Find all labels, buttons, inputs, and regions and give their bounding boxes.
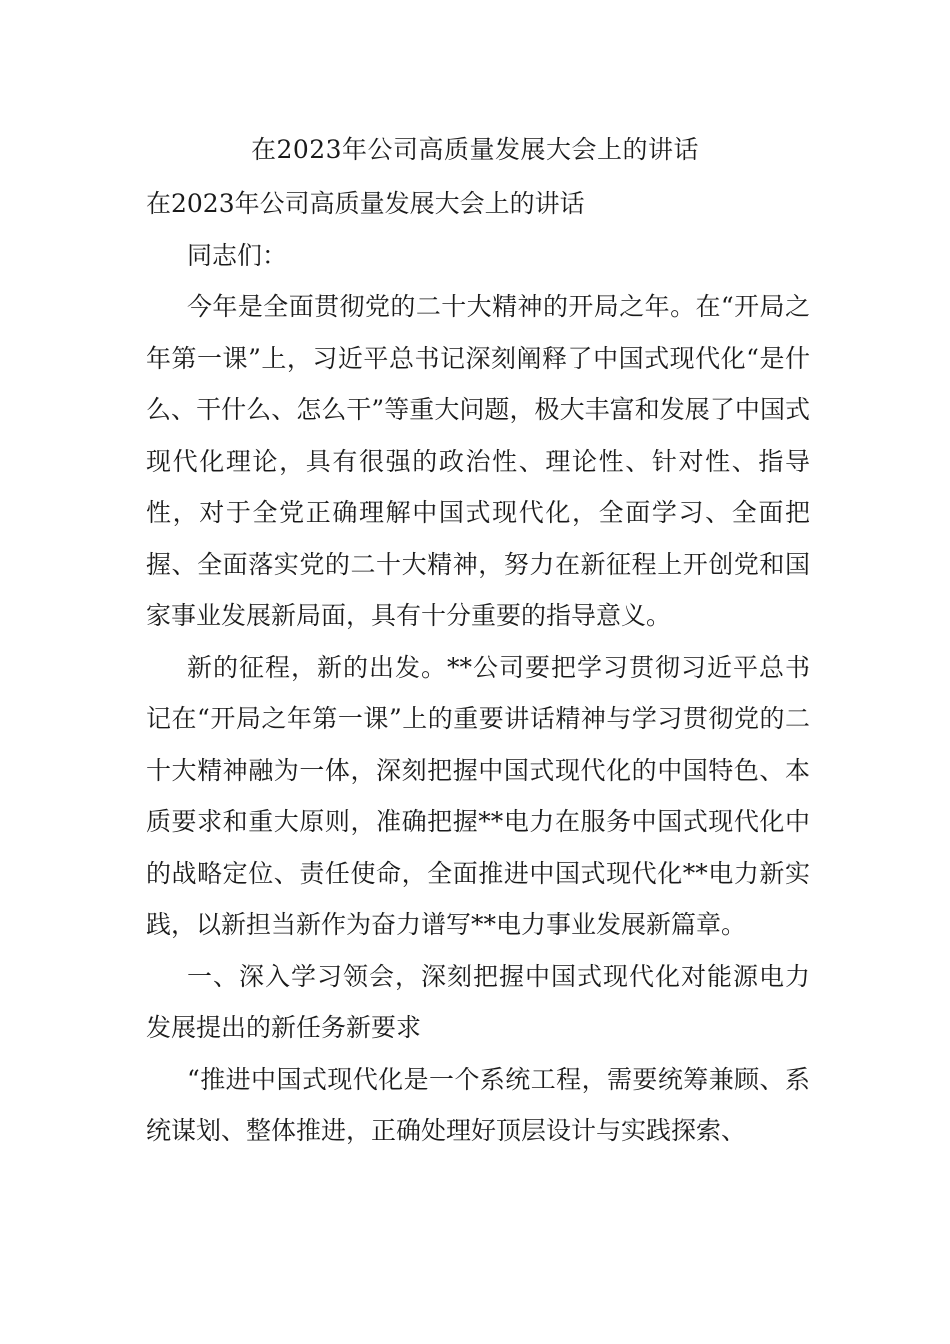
paragraph-3: “推进中国式现代化是一个系统工程，需要统筹兼顾、系统谋划、整体推进，正确处理好顶层设计与实践探索、 [146, 1064, 810, 1145]
document-body [146, 178, 810, 1157]
paragraph-2: 新的征程，新的出发。**公司要把学习贯彻习近平总书记在“开局之年第一课”上的重要讲话精神与学习贯彻党的二十大精神融为一体，深刻把握中国式现代化的中国特色、本质要求和重大原则，准确把握**电力在服务中国式现代化中的战略定位、责任使命，全面推进中国式现代化**电力新实践，以新担当新作为奋力谱写**电力事业发展新篇章。 [146, 652, 810, 939]
section-heading-1: 一、深入学习领会，深刻把握中国式现代化对能源电力发展提出的新任务新要求 [146, 961, 810, 1042]
document-subtitle: 在2023年公司高质量发展大会上的讲话 [146, 189, 585, 218]
salutation: 同志们： [187, 240, 288, 270]
document-title: 在2023年公司高质量发展大会上的讲话 [250, 135, 700, 164]
paragraph-1: 今年是全面贯彻党的二十大精神的开局之年。在“开局之年第一课”上，习近平总书记深刻阐释了中国式现代化“是什么、干什么、怎么干”等重大问题，极大丰富和发展了中国式现代化理论，具有很强的政治性、理论性、针对性、指导性，对于全党正确理解中国式现代化，全面学习、全面把握、全面落实党的二十大精神，努力在新征程上开创党和国家事业发展新局面，具有十分重要的指导意义。 [146, 292, 810, 630]
